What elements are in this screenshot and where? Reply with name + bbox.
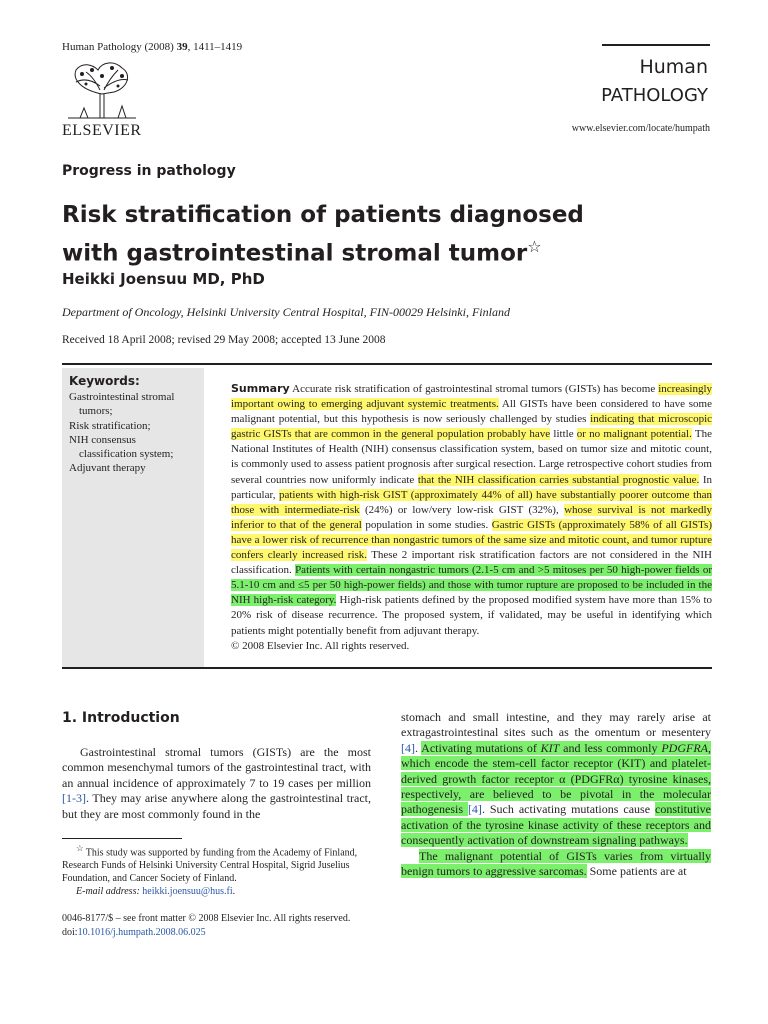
article-title: Risk stratification of patients diagnosed with gastrointestinal stromal tumor☆ bbox=[62, 202, 584, 267]
brand-rule bbox=[602, 44, 710, 46]
keyword: tumors; bbox=[79, 405, 113, 418]
highlight-green: constitutive activation of the tyrosine kinase activity of these receptors and consequently activation of downstream signaling pathways. bbox=[401, 802, 711, 848]
elsevier-tree-logo bbox=[62, 60, 142, 120]
highlight-green: Patients with certain nongastric tumors (2.1-5 cm and >5 mitoses per 50 high-power fields or 5.1-10 cm and ≤5 per 50 high-power fields) and those with tumor rupture are proposed to be included in the NIH high-risk category. bbox=[231, 564, 712, 607]
highlight-yellow: indicating that microscopic gastric GISTs that are common in the general population probably have bbox=[231, 413, 713, 441]
highlight-yellow: whose survival is not markedly inferior to that of the general bbox=[231, 503, 712, 531]
received-dates: Received 18 April 2008; revised 29 May 2008; accepted 13 June 2008 bbox=[62, 334, 386, 346]
author-email-link[interactable]: heikki.joensuu@hus.fi bbox=[142, 885, 233, 897]
highlight-yellow: or no malignant potential. bbox=[576, 428, 692, 441]
highlight-yellow: that the NIH classification carries substantial prognostic value. bbox=[417, 473, 700, 486]
abstract-summary: Summary Accurate risk stratification of gastrointestinal stromal tumors (GISTs) has become increasingly important owing to emerging adjuvant systemic treatments. All GISTs have been considered to have some malignant potential, but this hypothesis is now seriously challenged by studies indicating that microscopic gastric GISTs that are common in the general population probably have little or no malignant potential. The National Institutes of Health (NIH) consensus classification system, based on tumor size and mitotic count, is commonly used to assess patient prognosis after surgical resection. Large retrospective cohort studies from several countries now uniformly indicate that the NIH classification carries substantial prognostic value. In particular, patients with high-risk GIST (approximately 44% of all) have substantially poorer outcome than those with intermediate-risk (24%) or low/very low-risk GIST (32%), whose survival is not markedly inferior to that of the general population in some studies. Gastric GISTs (approximately 58% of all GISTs) have a lower risk of recurrence than nongastric tumors of the same size and mitotic count, and tumor rupture confers clearly increased risk. These 2 important risk stratification factors are not considered in the NIH classification. Patients with certain nongastric tumors (2.1-5 cm and >5 mitoses per 50 high-power fields or 5.1-10 cm and ≤5 per 50 high-power fields) and those with tumor rupture are proposed to be included in the NIH high-risk category. High-risk patients defined by the proposed modified system have more than 15% to 20% risk of disease recurrence. The proposed system, if validated, may be useful in identifying which patients might potentially benefit from adjuvant therapy. © 2008 Elsevier Inc. All rights reserved. bbox=[231, 382, 713, 652]
intro-column-right: stomach and small intestine, and they may rarely arise at extragastrointestinal sites such as the omentum or mesentery [4]. Activating mutations of KIT and less commonly PDGFRA, which encode the stem-cell factor receptor (KIT) and platelet-derived growth factor receptor α (PDGFRα) tyrosine kinases, respectively, are believed to be pivotal in the molecular pathogenesis [4]. Such activating mutations cause constitutive activation of the tyrosine kinase activity of these receptors and consequently activation of downstream signaling pathways. The malignant potential of GISTs varies from virtually benign tumors to aggressive sarcomas. Some patients are at bbox=[401, 710, 711, 879]
highlight-yellow: Gastric GISTs (approximately 58% of all GISTs) have a lower risk of recurrence than nongastric tumors of the same size and mitotic count, and tumor rupture confers clearly increased risk. bbox=[231, 518, 712, 562]
citation-link[interactable]: [4] bbox=[401, 740, 415, 755]
keyword: Adjuvant therapy bbox=[69, 462, 146, 475]
journal-brand-line2: PATHOLOGY bbox=[601, 85, 708, 106]
citation-link[interactable]: [4] bbox=[467, 802, 482, 817]
keyword: Gastrointestinal stromal bbox=[69, 391, 175, 403]
citation-link[interactable]: [1-3] bbox=[62, 791, 86, 806]
title-footnote-mark[interactable]: ☆ bbox=[527, 237, 542, 256]
summary-copyright: © 2008 Elsevier Inc. All rights reserved. bbox=[231, 639, 410, 652]
doi-link[interactable]: 10.1016/j.humpath.2008.06.025 bbox=[77, 927, 206, 938]
highlight-yellow: patients with high-risk GIST (approximately 44% of all) have substantially poorer outcome than those with intermediate-risk bbox=[231, 488, 713, 516]
intro-column-left: Gastrointestinal stromal tumors (GISTs) are the most common mesenchymal tumors of the gastrointestinal tract, with an annual incidence of approximately 7 to 19 cases per million [1-3]. They may arise anywhere along the gastrointestinal tract, but they are most commonly found in the bbox=[62, 745, 371, 821]
section-label: Progress in pathology bbox=[62, 163, 236, 179]
author-name: Heikki Joensuu MD, PhD bbox=[62, 270, 265, 288]
highlight-green: The malignant potential of GISTs varies from virtually benign tumors to aggressive sarcomas. bbox=[401, 848, 711, 879]
publisher-name: ELSEVIER bbox=[62, 122, 142, 139]
abstract-bottom-rule bbox=[62, 667, 712, 669]
footnote-rule bbox=[62, 838, 182, 839]
keyword: NIH consensus bbox=[69, 433, 136, 446]
affiliation: Department of Oncology, Helsinki University Central Hospital, FIN-00029 Helsinki, Finland bbox=[62, 305, 510, 319]
keywords-list bbox=[69, 390, 203, 476]
highlight-green: Activating mutations of KIT and less commonly PDGFRA, which encode the stem-cell factor receptor (KIT) and platelet-derived growth factor receptor α (PDGFRα) tyrosine kinases, respectively, are believed to be pivotal in the molecular pathogenesis bbox=[401, 740, 711, 817]
keyword: classification system; bbox=[79, 448, 174, 461]
summary-label: Summary bbox=[231, 382, 290, 395]
section-heading: 1. Introduction bbox=[62, 710, 180, 726]
keyword: Risk stratification; bbox=[69, 419, 151, 432]
footnote-mark: ☆ bbox=[76, 844, 84, 853]
journal-url[interactable]: www.elsevier.com/locate/humpath bbox=[571, 123, 710, 134]
journal-citation: Human Pathology (2008) 39, 1411–1419 bbox=[62, 41, 243, 53]
abstract-top-rule bbox=[62, 363, 712, 365]
journal-brand-line1: Human bbox=[639, 56, 708, 78]
keywords-title: Keywords: bbox=[69, 374, 140, 388]
highlight-yellow: increasingly important owing to emerging adjuvant systemic treatments. bbox=[231, 383, 712, 411]
funding-footnote: ☆ This study was supported by funding from the Academy of Finland, Research Funds of Helsinki University Central Hospital, Sigrid Juselius Foundation, and Cancer Society of Finland. E-mail address: heikki.joensuu@hus.fi. bbox=[62, 844, 358, 897]
copyright-block: 0046-8177/$ – see front matter © 2008 Elsevier Inc. All rights reserved. doi:10.1016/j.humpath.2008.06.025 bbox=[62, 913, 351, 938]
